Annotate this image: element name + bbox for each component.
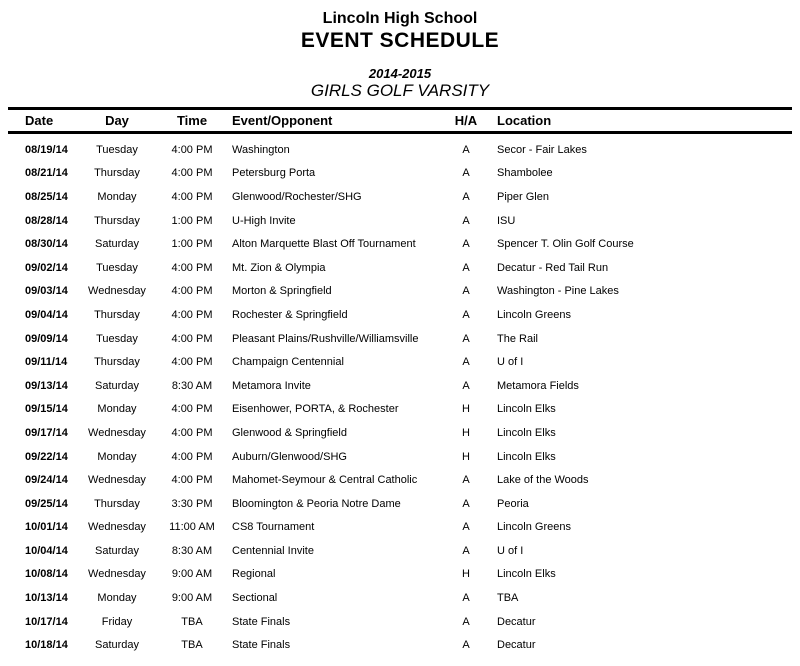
cell-location: U of I bbox=[497, 356, 524, 369]
cell-time: 4:00 PM bbox=[171, 308, 213, 321]
cell-location: Washington - Pine Lakes bbox=[497, 285, 619, 298]
cell-ha: H bbox=[462, 568, 470, 581]
cell-time: 4:00 PM bbox=[171, 332, 213, 345]
cell-event: Morton & Springfield bbox=[232, 285, 332, 298]
cell-time: 4:00 PM bbox=[171, 356, 213, 369]
cell-date: 08/30/14 bbox=[25, 238, 68, 251]
cell-location: Lincoln Elks bbox=[497, 450, 556, 463]
cell-ha: A bbox=[462, 143, 470, 156]
cell-time: 9:00 AM bbox=[171, 568, 213, 581]
cell-event: State Finals bbox=[232, 639, 291, 652]
cell-time: 4:00 PM bbox=[171, 450, 213, 463]
cell-ha: A bbox=[462, 544, 470, 557]
cell-date: 08/21/14 bbox=[25, 167, 68, 180]
cell-date: 09/13/14 bbox=[25, 379, 68, 392]
cell-ha: A bbox=[462, 238, 470, 251]
cell-time: TBA bbox=[181, 639, 203, 652]
cell-time: TBA bbox=[181, 615, 203, 628]
header-day: Day bbox=[105, 113, 129, 128]
cell-event: Glenwood & Springfield bbox=[232, 426, 347, 439]
cell-time: 4:00 PM bbox=[171, 261, 213, 274]
cell-time: 1:00 PM bbox=[171, 214, 213, 227]
table-row bbox=[0, 445, 800, 469]
cell-time: 4:00 PM bbox=[171, 426, 213, 439]
header-location: Location bbox=[497, 113, 552, 128]
table-row bbox=[0, 421, 800, 445]
cell-location: Peoria bbox=[497, 497, 529, 510]
cell-ha: A bbox=[462, 261, 470, 274]
table-row bbox=[0, 539, 800, 563]
cell-ha: A bbox=[462, 592, 470, 605]
school-name: Lincoln High School bbox=[322, 10, 478, 27]
cell-date: 09/17/14 bbox=[25, 426, 68, 439]
cell-location: Shambolee bbox=[497, 167, 553, 180]
cell-ha: A bbox=[462, 639, 470, 652]
cell-event: Mt. Zion & Olympia bbox=[232, 261, 326, 274]
cell-location: Lincoln Elks bbox=[497, 568, 556, 581]
cell-date: 09/02/14 bbox=[25, 261, 68, 274]
cell-event: Bloomington & Peoria Notre Dame bbox=[232, 497, 401, 510]
cell-date: 08/25/14 bbox=[25, 190, 68, 203]
cell-day: Thursday bbox=[94, 214, 140, 227]
table-header-row bbox=[0, 110, 800, 131]
cell-date: 09/25/14 bbox=[25, 497, 68, 510]
cell-day: Monday bbox=[97, 450, 137, 463]
cell-time: 1:00 PM bbox=[171, 238, 213, 251]
cell-location: Spencer T. Olin Golf Course bbox=[497, 238, 634, 251]
cell-time: 4:00 PM bbox=[171, 285, 213, 298]
cell-day: Monday bbox=[97, 403, 137, 416]
cell-time: 4:00 PM bbox=[171, 474, 213, 487]
cell-date: 09/03/14 bbox=[25, 285, 68, 298]
cell-ha: A bbox=[462, 308, 470, 321]
table-row bbox=[0, 138, 800, 162]
cell-ha: A bbox=[462, 332, 470, 345]
cell-event: Alton Marquette Blast Off Tournament bbox=[232, 238, 416, 251]
cell-day: Tuesday bbox=[96, 261, 138, 274]
cell-day: Monday bbox=[97, 592, 137, 605]
cell-event: Eisenhower, PORTA, & Rochester bbox=[232, 403, 399, 416]
cell-day: Thursday bbox=[94, 356, 140, 369]
table-row bbox=[0, 185, 800, 209]
cell-ha: A bbox=[462, 379, 470, 392]
cell-ha: H bbox=[462, 450, 470, 463]
cell-day: Wednesday bbox=[88, 568, 146, 581]
cell-event: Centennial Invite bbox=[232, 544, 314, 557]
page-title: EVENT SCHEDULE bbox=[300, 29, 500, 52]
cell-day: Friday bbox=[101, 615, 133, 628]
cell-event: CS8 Tournament bbox=[232, 521, 315, 534]
table-row bbox=[0, 398, 800, 422]
cell-date: 10/08/14 bbox=[25, 568, 68, 581]
table-row bbox=[0, 232, 800, 256]
header-event-opponent: Event/Opponent bbox=[232, 113, 333, 128]
cell-event: Mahomet-Seymour & Central Catholic bbox=[232, 474, 418, 487]
season-label: 2014-2015 bbox=[368, 66, 432, 81]
cell-ha: A bbox=[462, 167, 470, 180]
cell-location: Lincoln Elks bbox=[497, 403, 556, 416]
cell-day: Saturday bbox=[94, 639, 140, 652]
cell-ha: A bbox=[462, 497, 470, 510]
cell-day: Wednesday bbox=[88, 426, 146, 439]
cell-location: Piper Glen bbox=[497, 190, 549, 203]
cell-ha: A bbox=[462, 285, 470, 298]
cell-ha: H bbox=[462, 426, 470, 439]
cell-ha: A bbox=[462, 190, 470, 203]
cell-day: Tuesday bbox=[96, 143, 138, 156]
cell-ha: A bbox=[462, 474, 470, 487]
table-row bbox=[0, 468, 800, 492]
cell-date: 08/28/14 bbox=[25, 214, 68, 227]
cell-event: Petersburg Porta bbox=[232, 167, 316, 180]
cell-event: Regional bbox=[232, 568, 276, 581]
cell-date: 09/04/14 bbox=[25, 308, 68, 321]
table-row bbox=[0, 633, 800, 657]
table-row bbox=[0, 374, 800, 398]
cell-location: Lincoln Greens bbox=[497, 521, 571, 534]
table-row bbox=[0, 303, 800, 327]
cell-time: 4:00 PM bbox=[171, 403, 213, 416]
table-rows bbox=[0, 134, 800, 657]
team-name: GIRLS GOLF VARSITY bbox=[310, 81, 490, 100]
cell-time: 11:00 AM bbox=[169, 521, 215, 534]
cell-event: Washington bbox=[232, 143, 290, 156]
table-row bbox=[0, 209, 800, 233]
cell-ha: A bbox=[462, 615, 470, 628]
cell-time: 4:00 PM bbox=[171, 167, 213, 180]
cell-location: ISU bbox=[497, 214, 516, 227]
cell-date: 10/04/14 bbox=[25, 544, 68, 557]
cell-event: Metamora Invite bbox=[232, 379, 311, 392]
cell-day: Thursday bbox=[94, 308, 140, 321]
cell-day: Saturday bbox=[94, 238, 140, 251]
table-row bbox=[0, 350, 800, 374]
cell-date: 09/22/14 bbox=[25, 450, 68, 463]
table-row bbox=[0, 280, 800, 304]
cell-day: Thursday bbox=[94, 167, 140, 180]
cell-day: Thursday bbox=[94, 497, 140, 510]
cell-location: Secor - Fair Lakes bbox=[497, 143, 587, 156]
cell-event: Pleasant Plains/Rushville/Williamsville bbox=[232, 332, 419, 345]
cell-event: Glenwood/Rochester/SHG bbox=[232, 190, 362, 203]
table-row bbox=[0, 586, 800, 610]
cell-ha: A bbox=[462, 214, 470, 227]
cell-location: Lincoln Elks bbox=[497, 426, 556, 439]
cell-time: 8:30 AM bbox=[171, 379, 213, 392]
cell-date: 10/01/14 bbox=[25, 521, 68, 534]
cell-time: 9:00 AM bbox=[171, 592, 213, 605]
cell-day: Saturday bbox=[94, 379, 140, 392]
header-date: Date bbox=[25, 113, 54, 128]
cell-ha: A bbox=[462, 521, 470, 534]
cell-time: 4:00 PM bbox=[171, 190, 213, 203]
cell-location: Lake of the Woods bbox=[497, 474, 589, 487]
table-row bbox=[0, 327, 800, 351]
cell-day: Wednesday bbox=[88, 285, 146, 298]
header-time: Time bbox=[176, 113, 208, 128]
cell-location: Decatur bbox=[497, 615, 536, 628]
cell-location: U of I bbox=[497, 544, 524, 557]
document-header bbox=[0, 0, 800, 101]
cell-location: Lincoln Greens bbox=[497, 308, 571, 321]
cell-event: Sectional bbox=[232, 592, 278, 605]
table-row bbox=[0, 563, 800, 587]
cell-date: 09/24/14 bbox=[25, 474, 68, 487]
cell-date: 09/15/14 bbox=[25, 403, 68, 416]
cell-event: State Finals bbox=[232, 615, 291, 628]
cell-time: 8:30 AM bbox=[171, 544, 213, 557]
table-row bbox=[0, 516, 800, 540]
cell-date: 10/13/14 bbox=[25, 592, 68, 605]
cell-date: 08/19/14 bbox=[25, 143, 68, 156]
table-row bbox=[0, 610, 800, 634]
cell-event: Champaign Centennial bbox=[232, 356, 344, 369]
cell-location: TBA bbox=[497, 592, 519, 605]
cell-event: U-High Invite bbox=[232, 214, 296, 227]
cell-date: 09/11/14 bbox=[25, 356, 68, 369]
cell-event: Auburn/Glenwood/SHG bbox=[232, 450, 347, 463]
table-row bbox=[0, 256, 800, 280]
cell-location: Decatur - Red Tail Run bbox=[497, 261, 609, 274]
header-home-away: H/A bbox=[454, 113, 478, 128]
cell-location: Metamora Fields bbox=[497, 379, 579, 392]
cell-day: Wednesday bbox=[88, 474, 146, 487]
cell-time: 3:30 PM bbox=[171, 497, 213, 510]
cell-ha: H bbox=[462, 403, 470, 416]
cell-time: 4:00 PM bbox=[171, 143, 213, 156]
cell-date: 09/09/14 bbox=[25, 332, 68, 345]
table-row bbox=[0, 492, 800, 516]
cell-event: Rochester & Springfield bbox=[232, 308, 348, 321]
cell-ha: A bbox=[462, 356, 470, 369]
cell-date: 10/18/14 bbox=[25, 639, 68, 652]
cell-day: Saturday bbox=[94, 544, 140, 557]
cell-day: Wednesday bbox=[88, 521, 146, 534]
table-row bbox=[0, 162, 800, 186]
cell-day: Tuesday bbox=[96, 332, 138, 345]
cell-location: The Rail bbox=[497, 332, 538, 345]
cell-location: Decatur bbox=[497, 639, 536, 652]
cell-day: Monday bbox=[97, 190, 137, 203]
cell-date: 10/17/14 bbox=[25, 615, 68, 628]
